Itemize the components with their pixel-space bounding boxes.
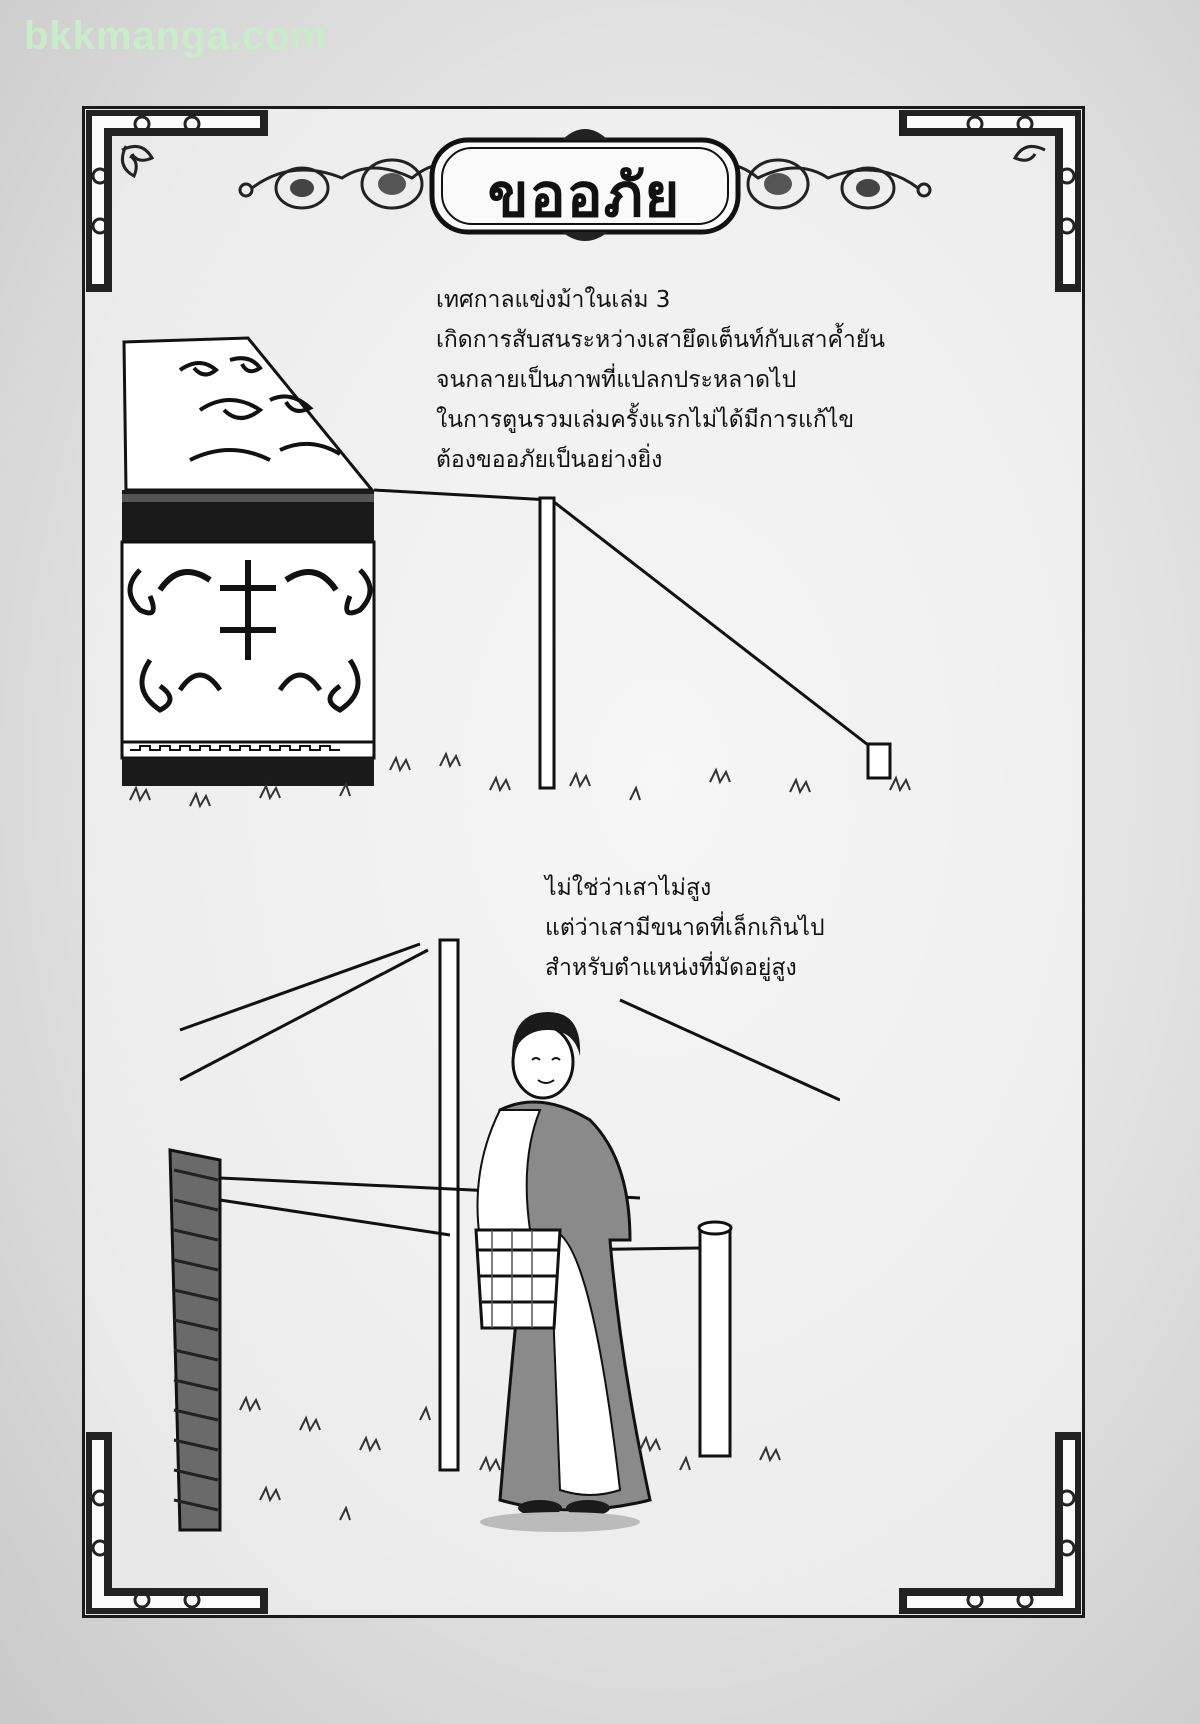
note-line: จนกลายเป็นภาพที่แปลกประหลาดไป — [436, 367, 797, 393]
watermark: bkkmanga.com — [24, 14, 328, 58]
note-line: เทศกาลแข่งม้าในเล่ม 3 — [436, 287, 671, 313]
note-line: แต่ว่าเสามีขนาดที่เล็กเกินไป — [545, 915, 825, 941]
page-title: ขออภัย — [487, 161, 681, 231]
woman-illustration — [160, 930, 840, 1550]
note-line: สำหรับตำแหน่งที่มัดอยู่สูง — [545, 955, 797, 981]
note-line: เกิดการสับสนระหว่างเสายึดเต็นท์กับเสาค้ำยัน — [436, 327, 885, 353]
note-line: ในการตูนรวมเล่มครั้งแรกไม่ได้มีการแก้ไข — [436, 407, 855, 433]
note-line: ไม่ใช่ว่าเสาไม่สูง — [545, 875, 712, 901]
corner-ornament-bottom-right — [895, 1428, 1085, 1618]
note-line: ต้องขออภัยเป็นอย่างยิ่ง — [436, 447, 663, 473]
apology-note-bottom — [545, 868, 825, 988]
apology-note-top — [436, 280, 885, 480]
